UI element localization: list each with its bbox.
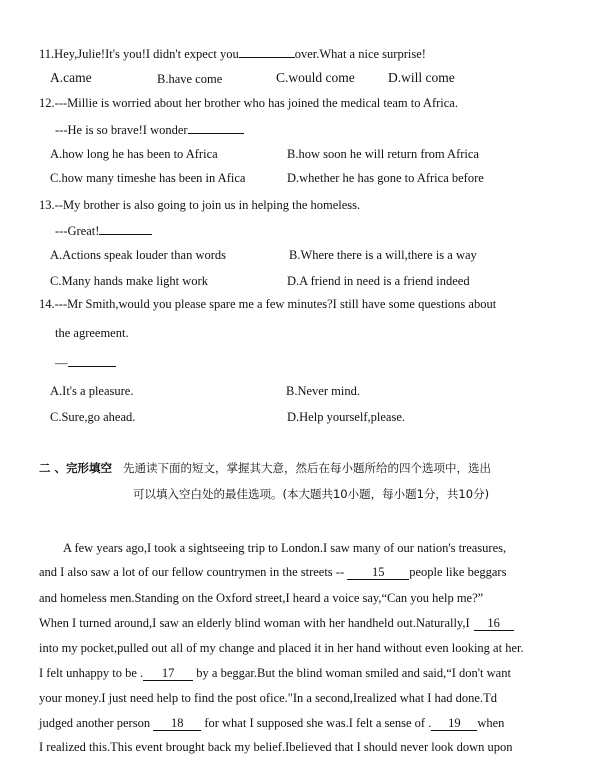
passage-line-2-text: and I also saw a lot of our fellow countrymen in the streets -- [39, 565, 345, 579]
blank-19: 19 [431, 716, 477, 731]
passage-line-4 [39, 615, 514, 631]
passage-line-2-tail: people like beggars [409, 565, 507, 579]
passage-line-5: into my pocket,pulled out all of my change and placed it in her hand without even looking at her. [39, 641, 524, 655]
q12-option-a: A.how long he has been to Africa [50, 147, 218, 161]
q11-blank [239, 45, 295, 58]
q11-stem-after: over.What a nice surprise! [294, 47, 426, 61]
section-2-header [39, 460, 491, 476]
section-2-instruction-2: 可以填入空白处的最佳选项。(本大题共10小题，每小题1分，共10分) [133, 487, 490, 501]
q12-reply-text: ---He is so brave!I wonder [55, 123, 188, 137]
q14-option-b: B.Never mind. [286, 384, 360, 398]
q12-option-d: D.whether he has gone to Africa before [287, 171, 484, 185]
section-2-instruction-1: 先通读下面的短文，掌握其大意，然后在每小题所给的四个选项中，选出 [122, 461, 491, 475]
q14-reply-text: — [55, 356, 68, 370]
section-2-number: 二 、 [39, 461, 67, 475]
q11-option-c: C.would come [276, 70, 355, 85]
q11-option-b: B.have come [157, 72, 223, 86]
passage-line-8-text: judged another person [39, 716, 151, 730]
passage-line-1: A few years ago,I took a sightseeing trip to London.I saw many of our nation's treasures, [63, 541, 507, 555]
question-13-reply [55, 222, 152, 239]
passage-line-3: and homeless men.Standing on the Oxford street,I heard a voice say,“Can you help me?” [39, 591, 484, 605]
passage-line-8-mid: for what I supposed she was.I felt a sense of . [204, 716, 432, 730]
question-13-stem: 13.--My brother is also going to join us in helping the homeless. [39, 198, 361, 212]
q14-option-d: D.Help yourself,please. [287, 410, 406, 424]
passage-line-8 [39, 715, 504, 731]
passage-line-7: your money.I just need help to find the post ofice."In a second,Irealized what I had done.Td [39, 691, 497, 705]
passage-line-6 [39, 665, 511, 681]
q13-option-d: D.A friend in need is a friend indeed [287, 274, 470, 288]
question-11-stem [39, 45, 426, 62]
q14-blank [68, 357, 116, 367]
question-12-stem: 12.---Millie is worried about her brother who has joined the medical team to Africa. [39, 96, 458, 110]
q13-option-a: A.Actions speak louder than words [50, 248, 227, 262]
q13-option-c: C.Many hands make light work [50, 274, 208, 288]
passage-line-2 [39, 564, 506, 580]
q12-option-b: B.how soon he will return from Africa [287, 147, 479, 161]
passage-line-6-text: I felt unhappy to be . [39, 666, 144, 680]
q11-option-d: D.will come [388, 70, 455, 85]
q14-option-c: C.Sure,go ahead. [50, 410, 136, 424]
q12-blank [188, 121, 244, 134]
q11-stem-before: 11.Hey,Julie!It's you!I didn't expect you [39, 47, 239, 61]
q13-option-b: B.Where there is a will,there is a way [289, 248, 477, 262]
section-2-title: 完形填空 [66, 461, 113, 475]
blank-15: 15 [347, 565, 409, 580]
passage-line-6-tail: by a beggar.But the blind woman smiled and said,“I don't want [196, 666, 511, 680]
passage-line-9: I realized this.This event brought back my belief.Ibelieved that I should never look down upon [39, 740, 513, 754]
q11-option-a: A.came [50, 70, 92, 85]
passage-line-4-text: When I turned around,I saw an elderly blind woman with her handheld out.Naturally,I [39, 616, 470, 630]
question-14-stem-cont: the agreement. [55, 326, 129, 340]
question-12-reply [55, 121, 244, 138]
q14-option-a: A.It's a pleasure. [50, 384, 134, 398]
blank-18: 18 [153, 716, 201, 731]
passage-line-8-tail: when [477, 716, 505, 730]
blank-17: 17 [143, 666, 193, 681]
q12-option-c: C.how many timeshe has been in Afica [50, 171, 246, 185]
q13-blank [99, 222, 152, 235]
question-14-stem: 14.---Mr Smith,would you please spare me a few minutes?I still have some questions about [39, 297, 497, 311]
q13-reply-text: ---Great! [55, 224, 100, 238]
question-14-reply [55, 355, 116, 371]
blank-16: 16 [474, 616, 514, 631]
